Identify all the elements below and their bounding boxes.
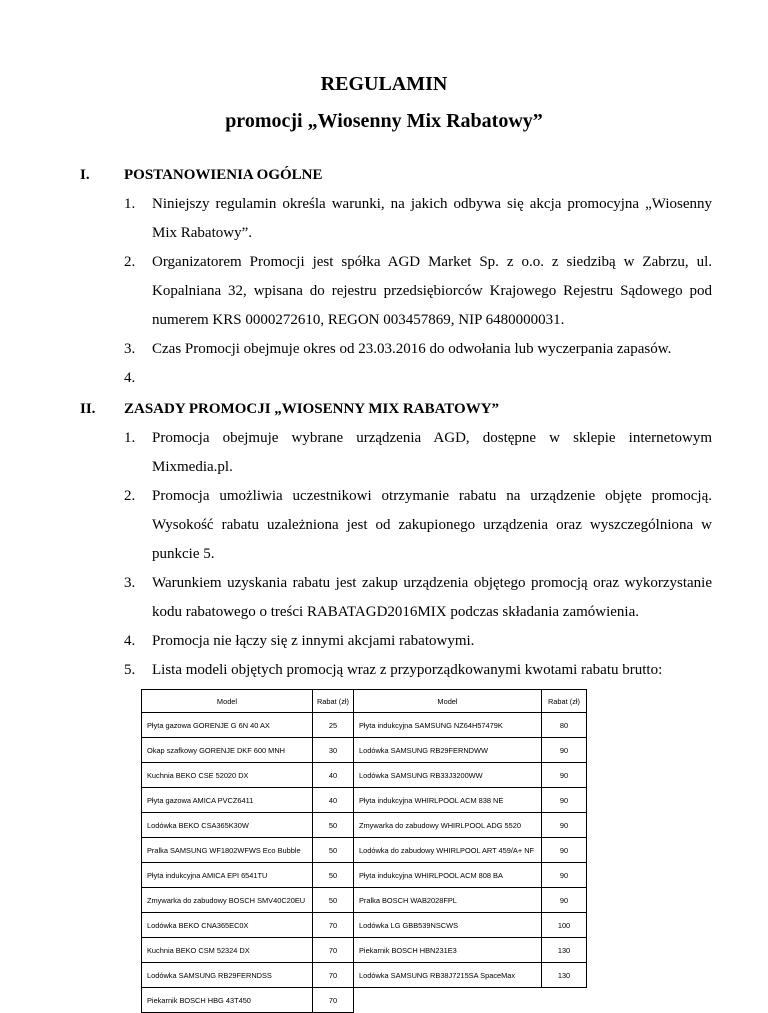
table-row — [142, 963, 587, 988]
section-heading: ZASADY PROMOCJI „WIOSENNY MIX RABATOWY” — [124, 401, 500, 417]
cell-model: Zmywarka do zabudowy BOSCH SMV40C20EU — [142, 888, 313, 913]
cell-model: Lodówka do zabudowy WHIRLPOOL ART 459/A+ NF — [354, 838, 542, 863]
cell-model: Lodówka SAMSUNG RB33J3200WW — [354, 763, 542, 788]
item-number: 2. — [124, 488, 136, 504]
list-item — [124, 627, 712, 656]
list-item — [124, 569, 712, 627]
item-text: Lista modeli objętych promocją wraz z przyporządkowanymi kwotami rabatu brutto: — [152, 662, 663, 678]
cell-model: Płyta gazowa GORENJE G 6N 40 AX — [142, 713, 313, 738]
cell-discount: 130 — [542, 938, 587, 963]
cell-discount: 70 — [313, 938, 354, 963]
item-number: 4. — [124, 633, 136, 649]
cell-model: Pralka BOSCH WAB2028FPL — [354, 888, 542, 913]
list-item — [124, 248, 712, 335]
section-number: II. — [80, 401, 96, 417]
item-text: Promocja nie łączy się z innymi akcjami rabatowymi. — [152, 633, 475, 649]
cell-discount: 50 — [313, 838, 354, 863]
item-number: 2. — [124, 254, 136, 270]
item-number: 3. — [124, 575, 136, 591]
item-number: 5. — [124, 662, 136, 678]
item-text: Promocja obejmuje wybrane urządzenia AGD, dostępne w sklepie internetowym Mixmedia.pl. — [152, 430, 712, 475]
item-text: Czas Promocji obejmuje okres od 23.03.2016 do odwołania lub wyczerpania zapasów. — [152, 341, 672, 357]
document-title: REGULAMIN — [320, 73, 448, 95]
cell-discount: 40 — [313, 763, 354, 788]
cell-model: Płyta indukcyjna AMICA EPI 6541TU — [142, 863, 313, 888]
cell-discount: 90 — [542, 738, 587, 763]
table-row — [142, 713, 587, 738]
discount-table — [141, 689, 587, 1013]
cell-discount: 90 — [542, 888, 587, 913]
cell-discount: 130 — [542, 963, 587, 988]
document-subtitle: promocji „Wiosenny Mix Rabatowy” — [225, 110, 543, 132]
cell-discount: 90 — [542, 838, 587, 863]
list-item — [124, 424, 712, 482]
cell-model: Płyta indukcyjna SAMSUNG NZ64H57479K — [354, 713, 542, 738]
table-row — [142, 788, 587, 813]
table-row — [142, 813, 587, 838]
cell-discount: 50 — [313, 863, 354, 888]
list-item — [124, 656, 712, 685]
cell-model: Piekarnik BOSCH HBG 43T450 — [142, 988, 313, 1013]
cell-model: Lodówka BEKO CNA365EC0X — [142, 913, 313, 938]
cell-discount: 50 — [313, 813, 354, 838]
item-number: 1. — [124, 196, 136, 212]
column-header-model: Model — [354, 690, 542, 713]
table-row — [142, 763, 587, 788]
cell-discount: 70 — [313, 988, 354, 1013]
cell-model: Lodówka SAMSUNG RB29FERNDWW — [354, 738, 542, 763]
cell-model: Zmywarka do zabudowy WHIRLPOOL ADG 5520 — [354, 813, 542, 838]
cell-model: Płyta gazowa AMICA PVCZ6411 — [142, 788, 313, 813]
item-text: Promocja umożliwia uczestnikowi otrzymanie rabatu na urządzenie objęte promocją. Wysokość rabatu uzależniona jest od zakupionego urządzenia oraz wyszczególniona w punkcie 5. — [152, 488, 712, 562]
table-row — [142, 863, 587, 888]
item-text: Organizatorem Promocji jest spółka AGD Market Sp. z o.o. z siedzibą w Zabrzu, ul. Kopalniana 32, wpisana do rejestru przedsiębiorców Krajowego Rejestru Sądowego pod numerem KRS 0000272610, REGON 003457869, NIP 6480000031. — [152, 254, 712, 328]
cell-discount: 50 — [313, 888, 354, 913]
table-row — [142, 988, 587, 1013]
cell-discount: 100 — [542, 913, 587, 938]
cell-model: Płyta indukcyjna WHIRLPOOL ACM 838 NE — [354, 788, 542, 813]
item-text: Niniejszy regulamin określa warunki, na jakich odbywa się akcja promocyjna „Wiosenny Mix Rabatowy”. — [152, 196, 712, 241]
item-text: Warunkiem uzyskania rabatu jest zakup urządzenia objętego promocją oraz wykorzystanie kodu rabatowego o treści RABATAGD2016MIX podczas składania zamówienia. — [152, 575, 712, 620]
column-header-discount: Rabat (zł) — [542, 690, 587, 713]
table-row — [142, 938, 587, 963]
cell-model: Lodówka LG GBB539NSCWS — [354, 913, 542, 938]
section-number: I. — [80, 167, 90, 183]
cell-discount: 90 — [542, 763, 587, 788]
cell-model: Lodówka SAMSUNG RB29FERNDSS — [142, 963, 313, 988]
table-header-row — [142, 690, 587, 713]
cell-discount: 90 — [542, 813, 587, 838]
cell-discount: 90 — [542, 788, 587, 813]
list-item — [124, 190, 712, 248]
cell-model: Lodówka SAMSUNG RB38J7215SA SpaceMax — [354, 963, 542, 988]
cell-model: Okap szafkowy GORENJE DKF 600 MNH — [142, 738, 313, 763]
cell-model: Piekarnik BOSCH HBN231E3 — [354, 938, 542, 963]
cell-discount: 25 — [313, 713, 354, 738]
cell-discount: 70 — [313, 913, 354, 938]
list-item — [124, 482, 712, 569]
cell-model: Lodówka BEKO CSA365K30W — [142, 813, 313, 838]
cell-model — [354, 988, 542, 1013]
item-number: 4. — [124, 370, 136, 386]
table-row — [142, 888, 587, 913]
cell-discount: 90 — [542, 863, 587, 888]
cell-discount: 30 — [313, 738, 354, 763]
cell-discount — [542, 988, 587, 1013]
cell-model: Płyta indukcyjna WHIRLPOOL ACM 808 BA — [354, 863, 542, 888]
cell-model: Pralka SAMSUNG WF1802WFWS Eco Bubble — [142, 838, 313, 863]
cell-model: Kuchnia BEKO CSE 52020 DX — [142, 763, 313, 788]
list-item — [124, 335, 712, 364]
cell-model: Kuchnia BEKO CSM 52324 DX — [142, 938, 313, 963]
item-number: 3. — [124, 341, 136, 357]
column-header-model: Model — [142, 690, 313, 713]
table-row — [142, 838, 587, 863]
column-header-discount: Rabat (zł) — [313, 690, 354, 713]
table-row — [142, 913, 587, 938]
item-number: 1. — [124, 430, 136, 446]
cell-discount: 40 — [313, 788, 354, 813]
cell-discount: 70 — [313, 963, 354, 988]
cell-discount: 80 — [542, 713, 587, 738]
section-heading: POSTANOWIENIA OGÓLNE — [124, 167, 323, 183]
table-row — [142, 738, 587, 763]
